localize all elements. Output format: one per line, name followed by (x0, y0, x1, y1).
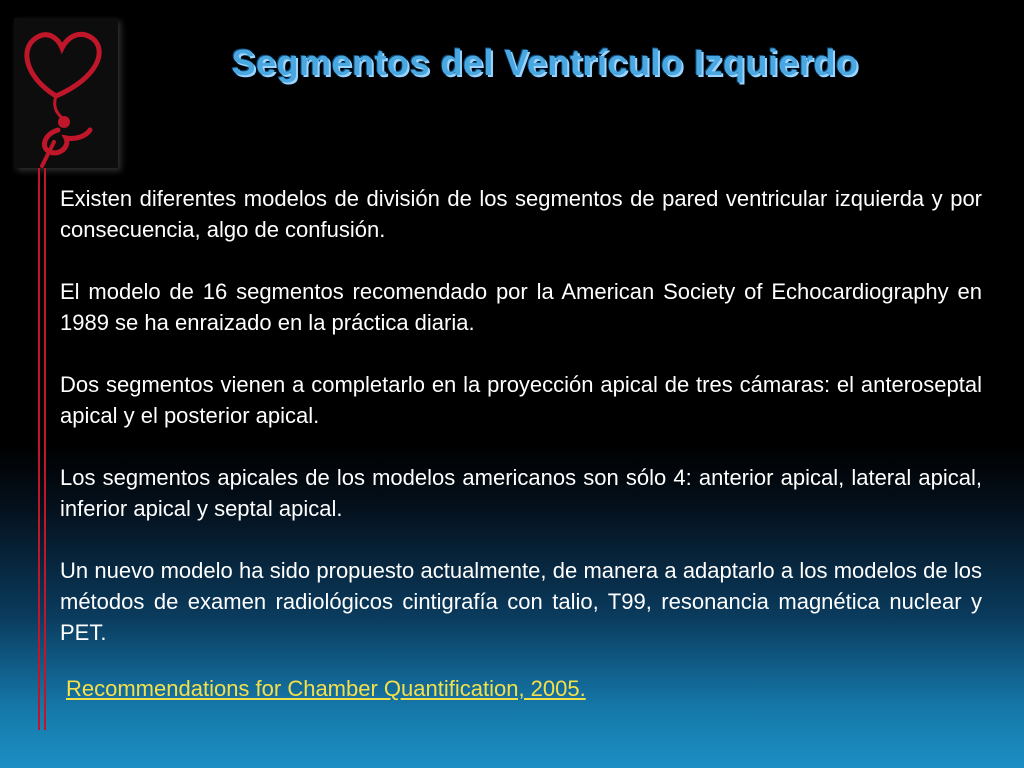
accent-line-left (38, 168, 40, 730)
reference-link[interactable]: Recommendations for Chamber Quantification, 2005. (66, 676, 586, 701)
paragraph-apical-three-chamber: Dos segmentos vienen a completarlo en la proyección apical de tres cámaras: el anteroseptal apical y el posterior apical. (60, 372, 982, 428)
accent-line-right (44, 168, 46, 730)
paragraph-16-segment-model: El modelo de 16 segmentos recomendado por la American Society of Echocardiography en 1989 se ha enraizado en la práctica diaria. (60, 279, 982, 335)
paragraph-division-models: Existen diferentes modelos de división de los segmentos de pared ventricular izquierda y por consecuencia, algo de confusión. (60, 186, 982, 242)
paragraph-new-model: Un nuevo modelo ha sido propuesto actualmente, de manera a adaptarlo a los modelos de los métodos de examen radiológicos cintigrafía con talio, T99, resonancia magnética nuclear y PET. (60, 558, 982, 645)
paragraph-american-apical-segments: Los segmentos apicales de los modelos americanos son sólo 4: anterior apical, lateral apical, inferior apical y septal apical. (60, 465, 982, 521)
heart-figure-logo-icon (14, 18, 118, 168)
slide-title: Segmentos del Ventrículo Izquierdo (231, 42, 859, 83)
slide-body (60, 183, 982, 679)
